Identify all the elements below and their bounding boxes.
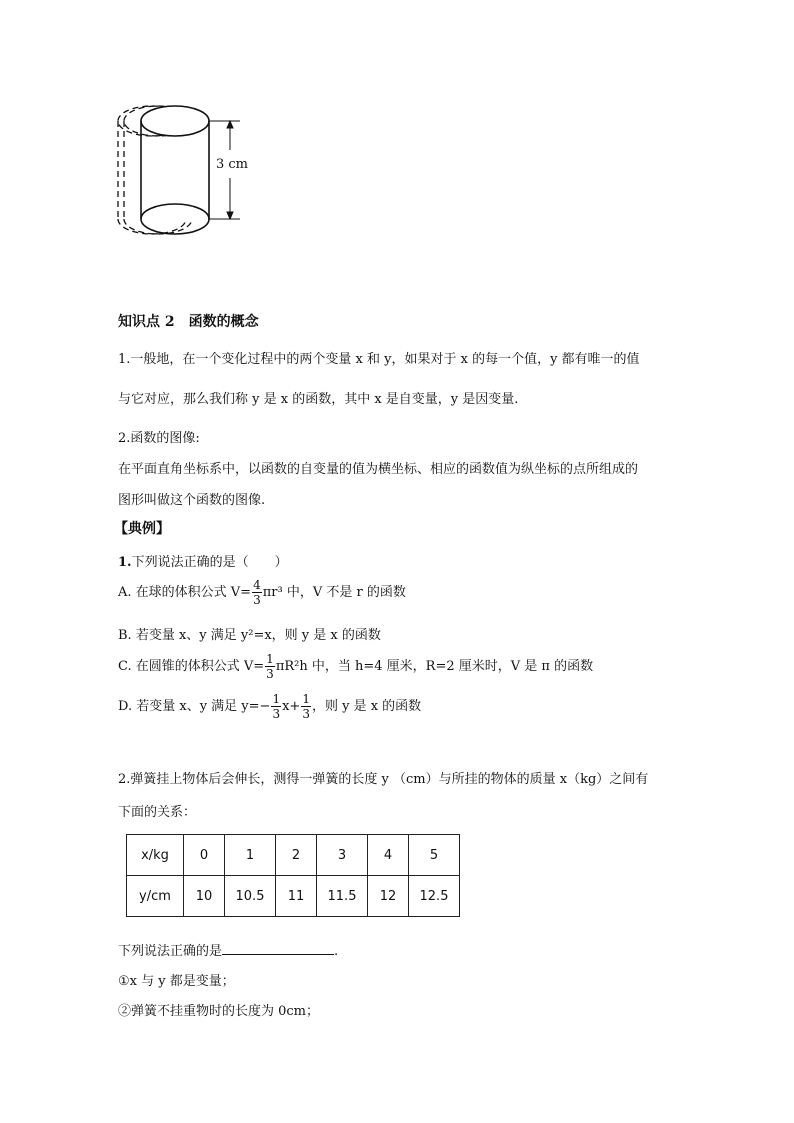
q1-a-fraction: $\frac{4}{3}$	[253, 578, 261, 607]
concept-p1-line1: 1.一般地，在一个变化过程中的两个变量 x 和 y，如果对于 x 的每一个值，y 都有唯一的值	[118, 352, 640, 367]
table-cell: 10.5	[225, 876, 276, 917]
q2-ask-text: 下列说法正确的是	[118, 944, 223, 959]
q1-d-prefix: D. 若变量 x、y 满足 y=−	[118, 699, 271, 714]
concept-p2-line2: 图形叫做这个函数的图像.	[118, 493, 266, 508]
table-cell: 11	[276, 876, 317, 917]
table-cell: y/cm	[127, 876, 184, 917]
q2-statement-1: ①x 与 y 都是变量；	[118, 974, 235, 989]
q1-d-fraction-2: $\frac{1}{3}$	[302, 692, 310, 721]
q2-stem-line2: 下面的关系：	[118, 805, 197, 820]
q2-statement-2: ②弹簧不挂重物时的长度为 0cm；	[118, 1004, 320, 1019]
table-cell: 1	[225, 835, 276, 876]
example-header: 【典例】	[114, 521, 170, 537]
q1-stem-text: 下列说法正确的是（ ）	[131, 555, 288, 570]
answer-blank[interactable]	[222, 942, 334, 955]
cylinder-figure	[112, 104, 272, 244]
concept-p2-title: 2.函数的图像:	[118, 431, 200, 446]
table-cell: x/kg	[127, 835, 184, 876]
data-table	[126, 834, 460, 917]
q2-ask	[118, 940, 338, 959]
q1-option-c	[118, 653, 593, 680]
concept-p1-line2: 与它对应，那么我们称 y 是 x 的函数，其中 x 是自变量，y 是因变量.	[118, 392, 519, 407]
height-label: 3 cm	[216, 157, 249, 172]
q1-d-mid: x+	[282, 699, 301, 714]
section-title: 知识点 2 函数的概念	[118, 314, 259, 330]
table-cell: 10	[184, 876, 225, 917]
q1-c-fraction: $\frac{1}{3}$	[266, 652, 274, 681]
q1-a-suffix: πr³ 中，V 不是 r 的函数	[262, 585, 406, 600]
table-cell: 12.5	[409, 876, 460, 917]
table-cell: 5	[409, 835, 460, 876]
table-cell: 0	[184, 835, 225, 876]
table-cell: 4	[368, 835, 409, 876]
q2-stem-line1: 2.弹簧挂上物体后会伸长，测得一弹簧的长度 y （cm）与所挂的物体的质量 x（kg）之间有	[118, 772, 649, 787]
table-cell: 11.5	[317, 876, 368, 917]
q1-c-suffix: πR²h 中，当 h=4 厘米，R=2 厘米时，V 是 π 的函数	[275, 659, 594, 674]
q1-option-a	[118, 579, 406, 606]
table-cell: 3	[317, 835, 368, 876]
q1-option-b: B. 若变量 x、y 满足 y²=x，则 y 是 x 的函数	[118, 628, 381, 643]
table-row	[127, 835, 460, 876]
q1-option-d	[118, 693, 421, 720]
table-cell: 2	[276, 835, 317, 876]
concept-p2-line1: 在平面直角坐标系中，以函数的自变量的值为横坐标、相应的函数值为纵坐标的点所组成的	[118, 462, 639, 477]
q1-d-suffix: ，则 y 是 x 的函数	[311, 699, 422, 714]
table-row	[127, 876, 460, 917]
q1-c-prefix: C. 在圆锥的体积公式 V=	[118, 659, 265, 674]
q1-a-prefix: A. 在球的体积公式 V=	[118, 585, 252, 600]
q1-number: 1.	[118, 555, 132, 570]
table-cell: 12	[368, 876, 409, 917]
q1-stem	[118, 551, 288, 570]
q2-ask-end: .	[334, 944, 339, 959]
q1-d-fraction-1: $\frac{1}{3}$	[272, 692, 281, 721]
